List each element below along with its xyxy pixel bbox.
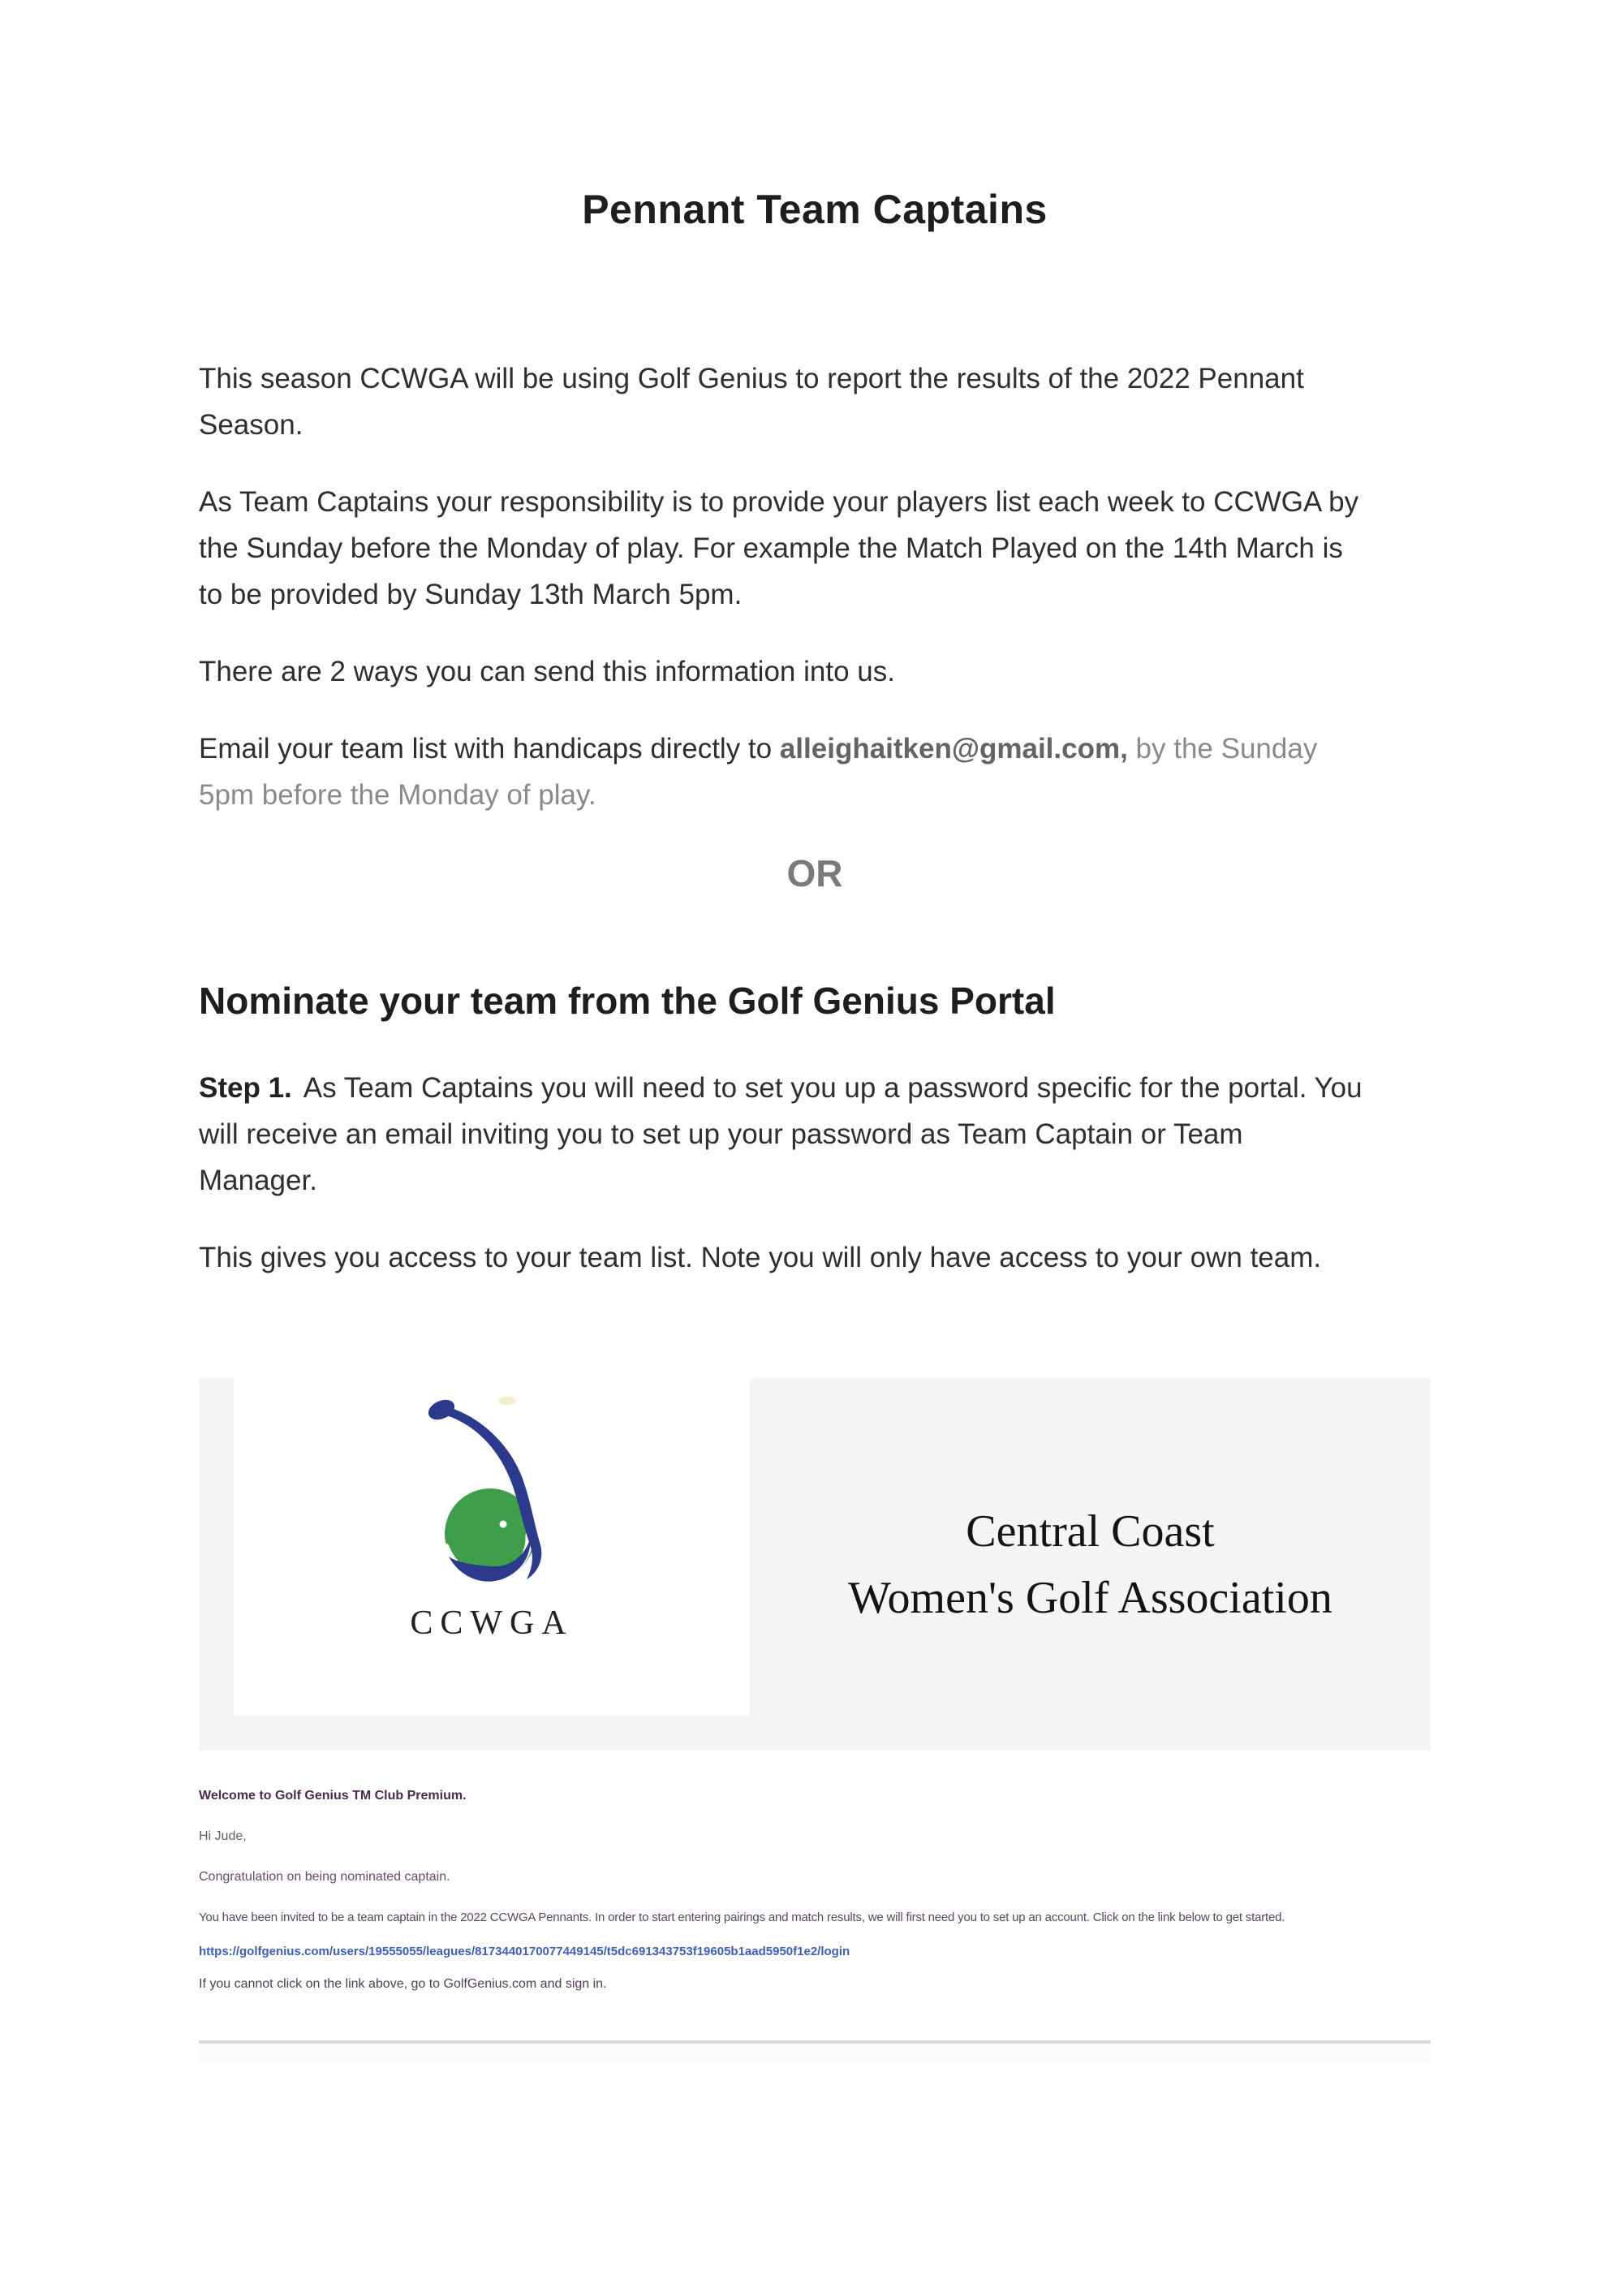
email-option-prefix: Email your team list with handicaps directly to [199,733,780,765]
page-title: Pennant Team Captains [582,187,1048,232]
paragraph-line: will receive an email inviting you to set up your password as Team Captain or Team [199,1118,1243,1150]
step1-label: Step 1. [199,1072,292,1104]
paragraph-line [199,726,1431,772]
ccwga-logo [398,1388,585,1607]
paragraph-step1 [199,1065,1431,1204]
ball-highlight [500,1521,507,1528]
embedded-screenshot [199,1378,1431,1751]
paragraph-line: 5pm before the Monday of play. [199,779,596,811]
email-fallback-line: If you cannot click on the link above, go to GolfGenius.com and sign in. [199,1977,607,1991]
signup-link[interactable]: https://golfgenius.com/users/19555055/leagues/8173440170077449145/t5dc691343753f19605b1aad5950f1e2/login [199,1945,850,1958]
logo-panel [234,1378,750,1716]
email-option-suffix: by the Sunday [1127,733,1318,765]
step1-text: As Team Captains you will need to set you up a password specific for the portal. You [303,1072,1363,1104]
email-text-block [199,1785,1431,1996]
paragraph-line: the Sunday before the Monday of play. For example the Match Played on the 14th March is [199,532,1343,564]
section-heading-portal: Nominate your team from the Golf Genius Portal [199,980,1056,1022]
paragraph-team-access [199,1234,1431,1281]
or-separator: OR [786,852,843,894]
brand-name [750,1378,1431,1751]
paragraph-line: This gives you access to your team list. Note you will only have access to your own team. [199,1242,1322,1273]
email-congrats-line: Congratulation on being nominated captain. [199,1870,450,1884]
paragraph-email-option [199,726,1431,818]
paragraph-two-ways [199,648,1431,695]
email-address-text: alleighaitken@gmail.com, [779,733,1128,765]
email-greeting-line: Hi Jude, [199,1829,247,1843]
divider-glow [199,2044,1431,2063]
brand-name-line1: Central Coast [966,1506,1215,1557]
brand-name-line2: Women's Golf Association [848,1572,1332,1623]
sun-mark [498,1397,516,1405]
paragraph-season [199,355,1431,448]
paragraph-line: Manager. [199,1165,317,1196]
document-body [199,0,1431,2063]
paragraph-responsibility [199,479,1431,618]
club-head [425,1396,458,1424]
paragraph-line: As Team Captains your responsibility is to provide your players list each week to CCWGA by [199,486,1359,518]
paragraph-line: Season. [199,409,304,441]
paragraph-line: to be provided by Sunday 13th March 5pm. [199,579,743,610]
email-welcome-line: Welcome to Golf Genius TM Club Premium. [199,1789,467,1803]
logo-acronym: CCWGA [410,1605,574,1642]
paragraph-line [199,1065,1431,1111]
paragraph-line: There are 2 ways you can send this information into us. [199,656,895,687]
email-invite-line: You have been invited to be a team captain in the 2022 CCWGA Pennants. In order to start entering pairings and match results, we will first need you to set up an account. Click on the link below to get started. [199,1910,1285,1924]
paragraph-line: This season CCWGA will be using Golf Genius to report the results of the 2022 Pennant [199,363,1304,394]
